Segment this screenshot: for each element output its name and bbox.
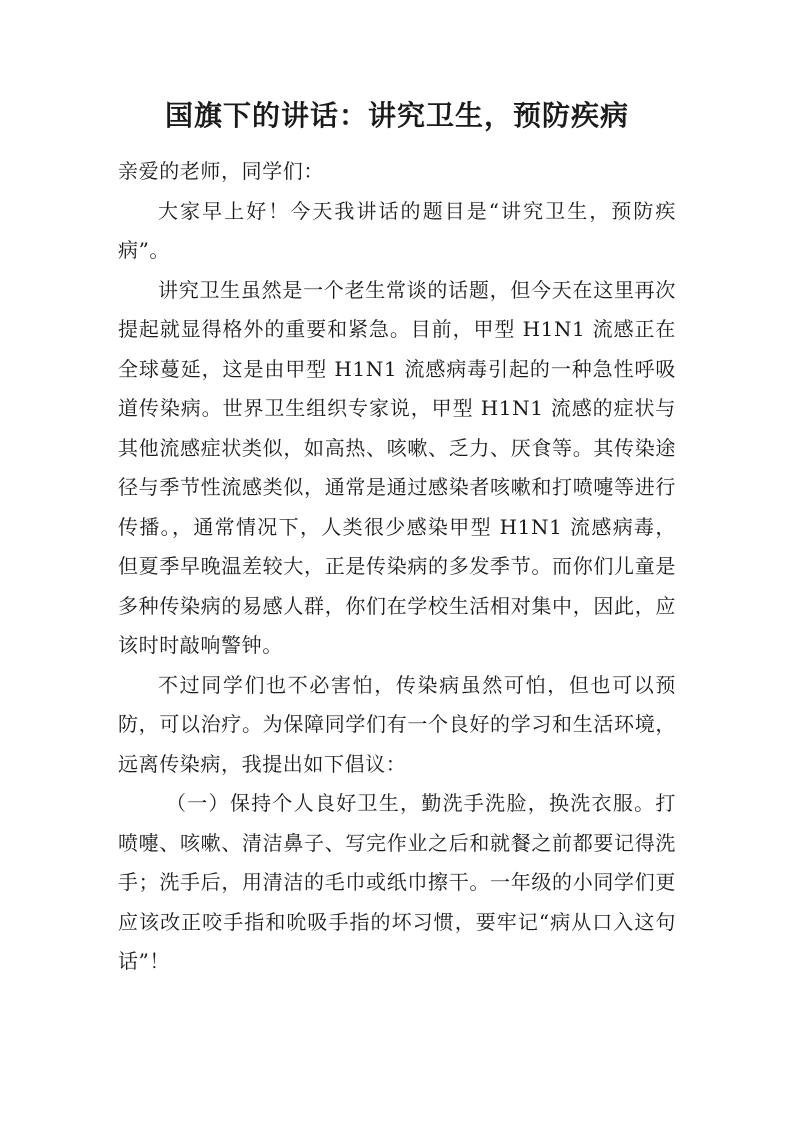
- salutation: 亲爱的老师，同学们：: [118, 159, 324, 183]
- paragraph-proposal-intro: 不过同学们也不必害怕，传染病虽然可怕，但也可以预防，可以治疗。为保障同学们有一个良好的学习和生活环境，远离传染病，我提出如下倡议：: [118, 672, 676, 776]
- paragraph-greeting: 大家早上好！今天我讲话的题目是“讲究卫生，预防疾病”。: [118, 198, 676, 262]
- paragraph-flu-background: 讲究卫生虽然是一个老生常谈的话题，但今天在这里再次提起就显得格外的重要和紧急。目前，甲型 H1N1 流感正在全球蔓延，这是由甲型 H1N1 流感病毒引起的一种急性呼吸道传染病。世界卫生组织专家说，甲型 H1N1 流感的症状与其他流感症状类似，如高热、咳嗽、乏力、厌食等。其传染途径与季节性流感类似，通常是通过感染者咳嗽和打喷嚏等进行传播。，通常情况下，人类很少感染甲型 H1N1 流感病毒，但夏季早晚温差较大，正是传染病的多发季节。而你们儿童是多种传染病的易感人群，你们在学校生活相对集中，因此，应该时时敲响警钟。: [118, 277, 676, 657]
- paragraph-proposal-item-1: （一）保持个人良好卫生，勤洗手洗脸，换洗衣服。打喷嚏、咳嗽、清洁鼻子、写完作业之后和就餐之前都要记得洗手；洗手后，用清洁的毛巾或纸巾擦干。一年级的小同学们更应该改正咬手指和吮吸手指的坏习惯，要牢记“病从口入这句话”！: [118, 791, 676, 973]
- document-body: [118, 152, 676, 982]
- document-title: 国旗下的讲话：讲究卫生，预防疾病: [164, 99, 629, 132]
